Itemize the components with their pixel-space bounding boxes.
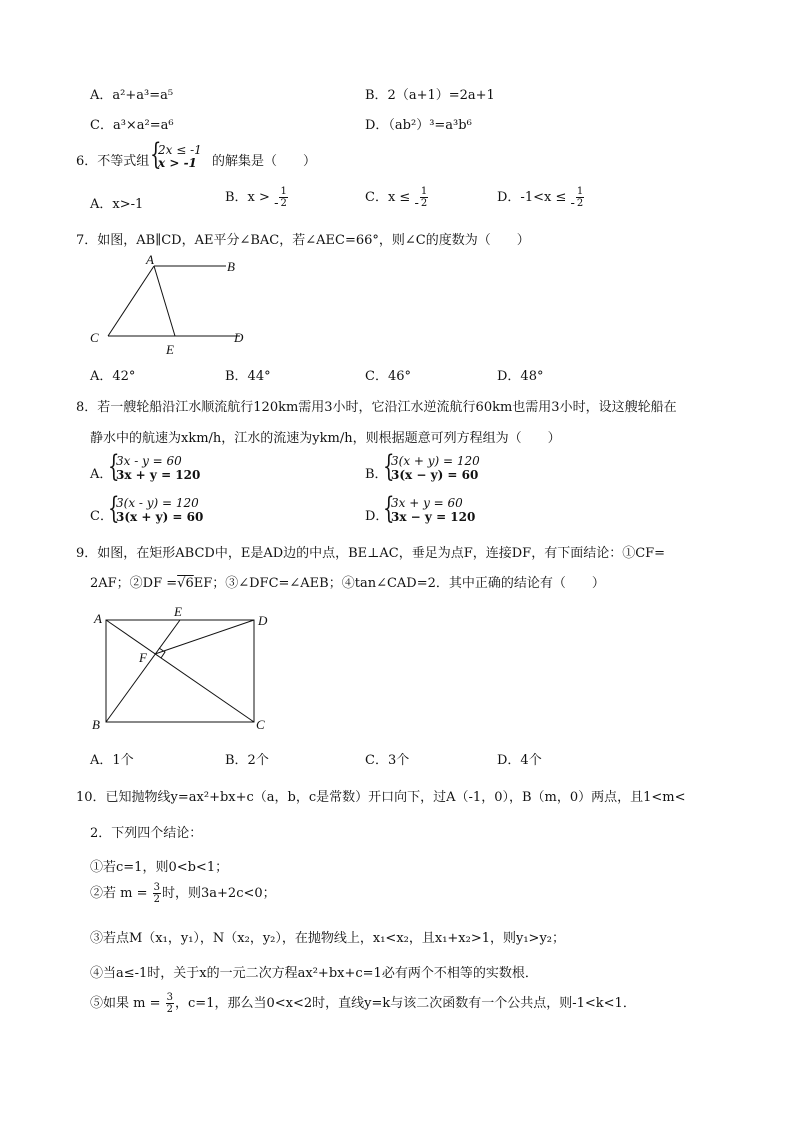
- q7-label-e: E: [166, 342, 174, 357]
- q7-figure: [80, 250, 270, 360]
- q6-system-brace: {: [150, 137, 162, 172]
- q8-option-c-line2: 3(x + y) = 60: [116, 510, 204, 524]
- q6-stem-prefix: 6．不等式组: [76, 154, 150, 169]
- q6-system-line2: x > -1: [158, 156, 197, 170]
- q6-option-d: D．-1<x ≤ - $\frac{1}{2}$: [497, 186, 584, 211]
- q9-option-b: B．2个: [225, 753, 269, 768]
- q8-option-a-line2: 3x + y = 120: [116, 468, 201, 482]
- fraction-one-half: $\frac{1}{2}$: [420, 186, 428, 209]
- q8-option-d-line2: 3x − y = 120: [391, 510, 476, 524]
- q9-label-b: B: [92, 717, 100, 732]
- q5-option-b: B．2（a+1）=2a+1: [365, 88, 495, 103]
- q10-conclusion-1: ①若c=1，则0<b<1；: [90, 860, 229, 875]
- q8-option-d-line1: 3x + y = 60: [391, 496, 463, 510]
- sqrt-six: √6: [177, 576, 194, 591]
- q8-stem-line2: 静水中的航速为xkm/h，江水的流速为ykm/h，则根据题意可列方程组为（ ）: [90, 431, 561, 446]
- q6-option-a: A．x>-1: [90, 197, 144, 212]
- q10-conclusion-2: ②若 m = $\frac{3}{2}$ 时，则3a+2c<0；: [90, 882, 276, 905]
- q9-right-angle-mark: [159, 648, 165, 658]
- q8-option-c-label: C．: [90, 509, 113, 524]
- q9-label-e: E: [174, 604, 182, 619]
- q7-label-d: D: [234, 330, 244, 345]
- q7-label-a: A: [146, 252, 154, 267]
- fraction-three-halves: $\frac{3}{2}$: [153, 882, 161, 905]
- fraction-one-half: $\frac{1}{2}$: [576, 186, 584, 209]
- q8-option-a-brace: {: [108, 449, 120, 484]
- q9-segment-be: [106, 620, 180, 722]
- q10-stem-line1: 10．已知抛物线y=ax²+bx+c（a，b，c是常数）开口向下，过A（-1，0），B（m，0）两点，且1<m<: [76, 790, 686, 805]
- q9-diagonal-ac: [106, 620, 254, 722]
- q10-conclusion-5: ⑤如果 m = $\frac{3}{2}$ ，c=1，那么当0<x<2时，直线y=k与该二次函数有一个公共点，则-1<k<1．: [90, 992, 636, 1015]
- q7-option-b: B．44°: [225, 369, 271, 384]
- q7-option-d: D．48°: [497, 369, 544, 384]
- q8-option-b-line2: 3(x − y) = 60: [391, 468, 479, 482]
- q9-label-d: D: [258, 613, 268, 628]
- q5-option-a: A．a²+a³=a⁵: [90, 88, 174, 103]
- fraction-one-half: $\frac{1}{2}$: [280, 186, 287, 209]
- q6-system-line1: 2x ≤ -1: [158, 143, 202, 157]
- q8-option-c-line1: 3(x - y) = 120: [116, 496, 199, 510]
- q7-stem: 7．如图，AB∥CD，AE平分∠BAC，若∠AEC=66°，则∠C的度数为（ ）: [76, 233, 530, 248]
- q9-label-a: A: [94, 611, 102, 626]
- q5-option-d: D．（ab²）³=a³b⁶: [365, 118, 472, 133]
- q7-option-c: C．46°: [365, 369, 411, 384]
- q6-stem: [76, 150, 149, 169]
- q8-option-a-line1: 3x - y = 60: [116, 454, 182, 468]
- q8-option-d-brace: {: [383, 491, 395, 526]
- q9-stem-line2: 2AF；②DF =√6EF；③∠DFC=∠AEB；④tan∠CAD=2．其中正确的结论有（ ）: [90, 576, 605, 591]
- q9-option-d: D．4个: [497, 753, 542, 768]
- q9-label-f: F: [139, 650, 147, 665]
- q7-option-a: A．42°: [90, 369, 136, 384]
- q8-option-b-brace: {: [383, 449, 395, 484]
- q6-option-c: C．x ≤ - $\frac{1}{2}$: [365, 186, 428, 211]
- q5-option-c: C．a³×a²=a⁶: [90, 118, 174, 133]
- q10-conclusion-3: ③若点M（x₁，y₁），N（x₂，y₂），在抛物线上，x₁<x₂，且x₁+x₂>1，则y₁>y₂；: [90, 931, 566, 946]
- q8-option-c-brace: {: [108, 491, 120, 526]
- q7-label-b: B: [227, 259, 235, 274]
- q9-option-a: A．1个: [90, 753, 134, 768]
- q8-option-d-label: D．: [365, 509, 389, 524]
- q7-label-c: C: [90, 330, 99, 345]
- q6-stem-suffix: 的解集是（ ）: [212, 154, 317, 169]
- q10-stem-line2: 2．下列四个结论：: [90, 826, 203, 841]
- q9-stem-line1: 9．如图，在矩形ABCD中，E是AD边的中点，BE⊥AC，垂足为点F，连接DF，有下面结论：①CF=: [76, 546, 666, 561]
- q7-segment-ac: [108, 266, 154, 336]
- q10-conclusion-4: ④当a≤-1时，关于x的一元二次方程ax²+bx+c=1必有两个不相等的实数根．: [90, 966, 538, 981]
- fraction-three-halves: $\frac{3}{2}$: [166, 992, 174, 1015]
- q9-figure: [86, 600, 286, 740]
- q9-label-c: C: [256, 717, 265, 732]
- q8-option-b-line1: 3(x + y) = 120: [391, 454, 480, 468]
- q8-stem-line1: 8．若一艘轮船沿江水顺流航行120km需用3小时，它沿江水逆流航行60km也需用3小时，设这艘轮船在: [76, 400, 677, 415]
- q9-option-c: C．3个: [365, 753, 410, 768]
- q9-segment-df: [155, 620, 254, 654]
- q8-option-a-label: A．: [90, 467, 113, 482]
- q7-segment-ae: [154, 266, 175, 336]
- q6-option-b: B．x > - $\frac{1}{2}$: [225, 186, 287, 211]
- q8-option-b-label: B．: [365, 467, 388, 482]
